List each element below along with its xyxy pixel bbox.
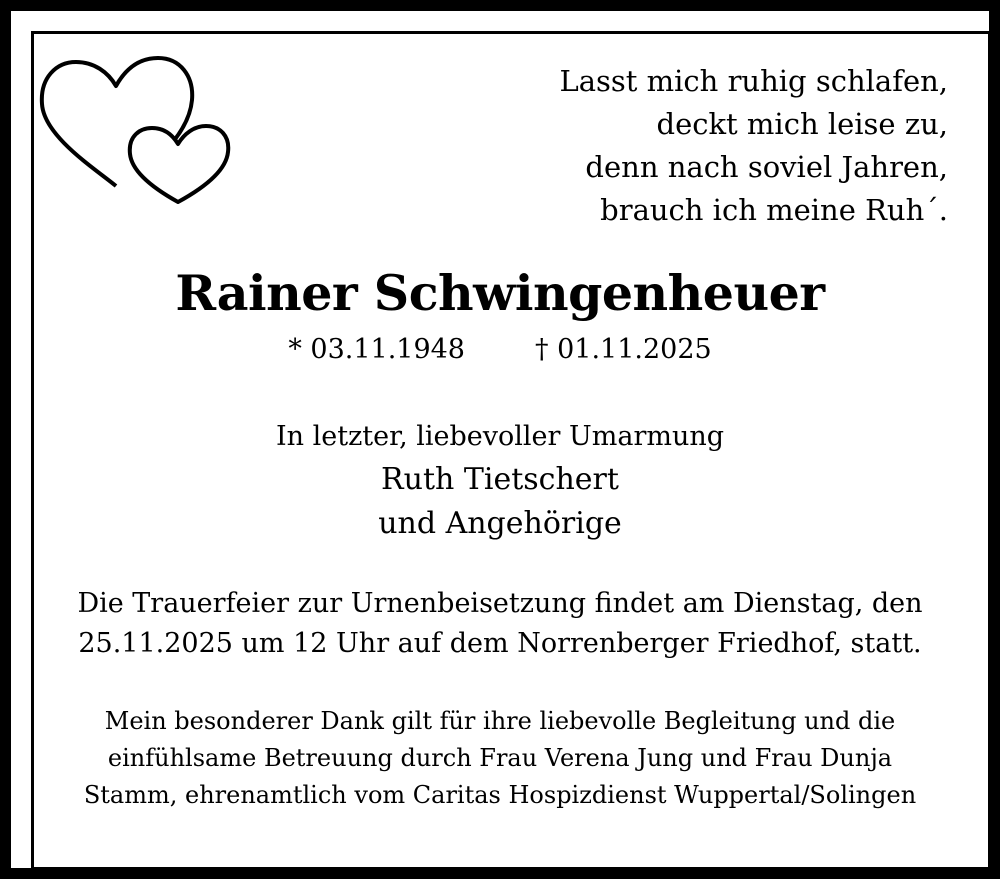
two-hearts-icon [36, 50, 236, 210]
thanks-line: Mein besonderer Dank gilt für ihre liebevolle Begleitung und die [104, 707, 896, 735]
funeral-line: Die Trauerfeier zur Urnenbeisetzung findet am Dienstag, den [77, 588, 923, 619]
funeral-notice [0, 584, 1000, 664]
poem-line: brauch ich meine Ruh´. [600, 193, 948, 227]
poem-line: denn nach soviel Jahren, [585, 150, 948, 184]
mourner-name: Ruth Tietschert [381, 462, 619, 497]
mourners-others: und Angehörige [378, 506, 622, 541]
mourners-block [0, 416, 1000, 546]
thanks-line: Stamm, ehrenamtlich vom Caritas Hospizdienst Wuppertal/Solingen [83, 781, 917, 809]
birth-date: * 03.11.1948 [288, 334, 465, 365]
thanks-notice [0, 703, 1000, 814]
mourners-intro: In letzter, liebevoller Umarmung [275, 421, 725, 452]
death-date: † 01.11.2025 [535, 334, 712, 365]
poem-verse [559, 60, 948, 232]
funeral-line: 25.11.2025 um 12 Uhr auf dem Norrenberger Friedhof, statt. [78, 628, 922, 659]
thanks-line: einfühlsame Betreuung durch Frau Verena Jung und Frau Dunja [107, 744, 893, 772]
small-heart-icon [130, 126, 228, 202]
deceased-name: Rainer Schwingenheuer [175, 264, 825, 322]
poem-line: deckt mich leise zu, [656, 107, 948, 141]
life-dates [0, 334, 1000, 365]
poem-line: Lasst mich ruhig schlafen, [559, 64, 948, 98]
